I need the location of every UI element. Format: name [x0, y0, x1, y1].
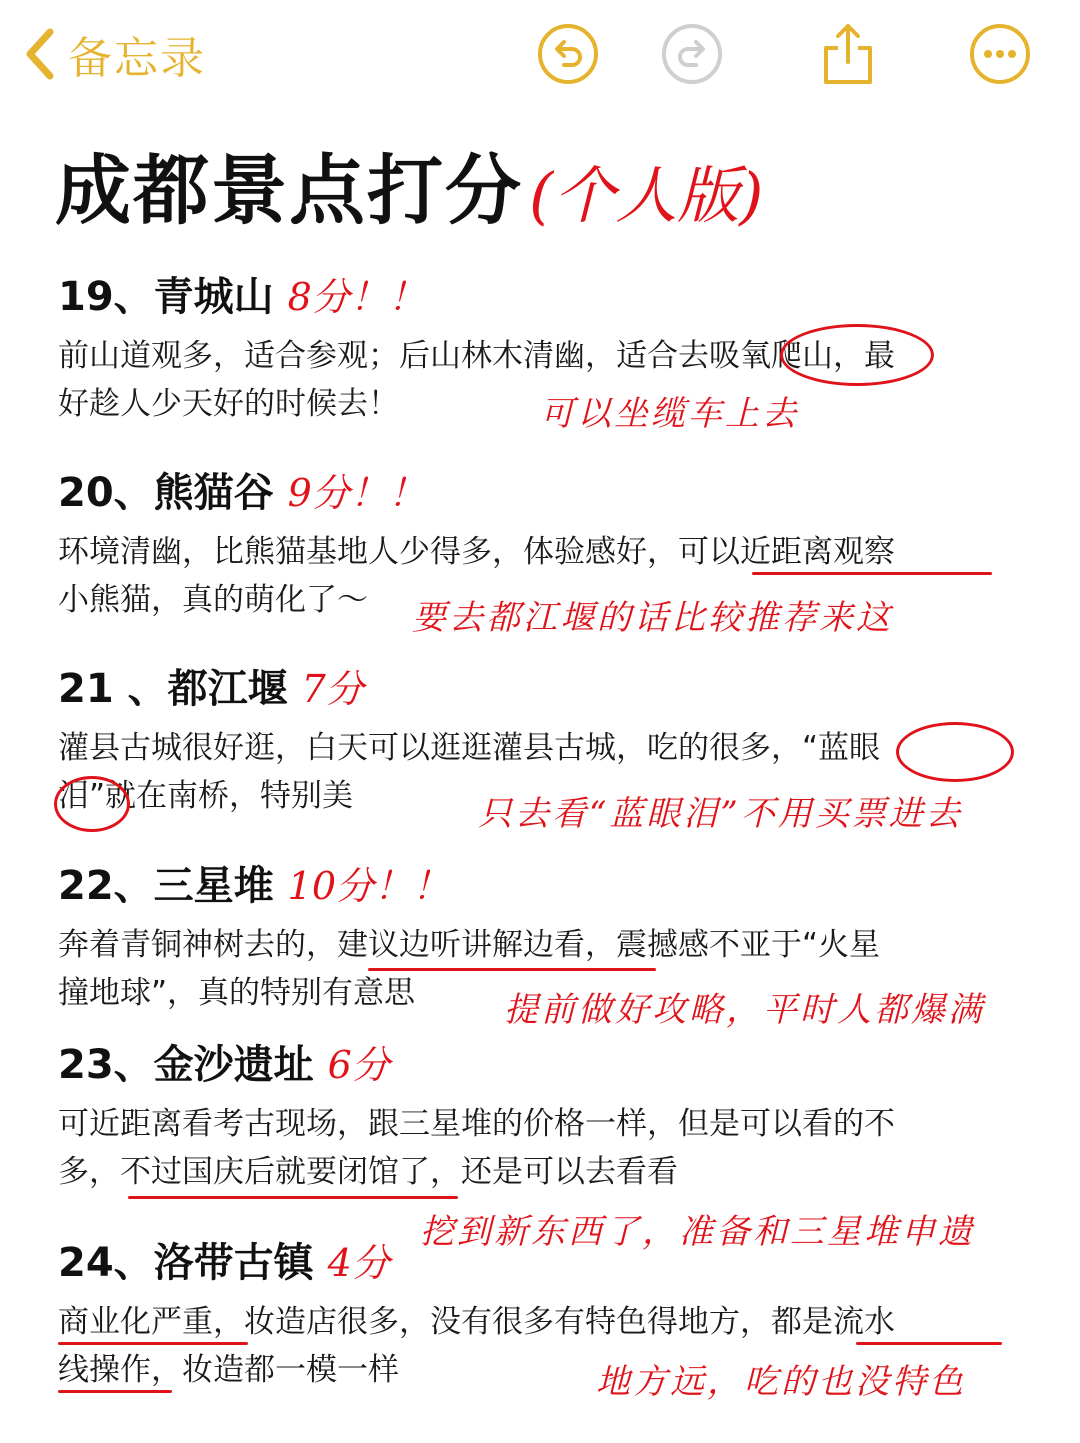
- section-heading: [58, 656, 1018, 714]
- handwritten-note: 可以坐缆车上去: [540, 394, 799, 434]
- section-line: 商业化严重，妆造店很多，没有很多有特色得地方，都是流水: [58, 1304, 895, 1340]
- handwritten-note: 挖到新东西了，准备和三星堆申遗: [420, 1212, 975, 1252]
- underline-annotation: [368, 968, 656, 971]
- note-title: [55, 130, 763, 239]
- section-title: 20、熊猫谷: [58, 469, 274, 516]
- section-heading: [58, 460, 1018, 518]
- section-line: 环境清幽，比熊猫基地人少得多，体验感好，可以近距离观察: [58, 534, 895, 570]
- section-title: 23、金沙遗址: [58, 1041, 314, 1088]
- undo-icon[interactable]: [536, 22, 600, 86]
- more-icon[interactable]: [968, 22, 1032, 86]
- circle-annotation: [54, 776, 130, 832]
- section-line: 小熊猫，真的萌化了～: [58, 582, 368, 618]
- score-handwritten: 8分！！: [287, 274, 426, 319]
- score-handwritten: 9分！！: [287, 470, 426, 515]
- section-line: 多，不过国庆后就要闭馆了，还是可以去看看: [58, 1154, 678, 1190]
- redo-icon[interactable]: [660, 22, 724, 86]
- section-title: 22、三星堆: [58, 862, 274, 909]
- section-line: 可近距离看考古现场，跟三星堆的价格一样，但是可以看的不: [58, 1106, 895, 1142]
- section-line: 灌县古城很好逛，白天可以逛逛灌县古城，吃的很多，“蓝眼: [58, 730, 881, 766]
- section-line: 前山道观多，适合参观；后山林木清幽，适合去吸氧爬山，最: [58, 338, 895, 374]
- underline-annotation: [128, 1196, 458, 1199]
- chevron-left-icon: [22, 26, 58, 82]
- section-line: 好趁人少天好的时候去！: [58, 386, 399, 422]
- section-heading: [58, 853, 1018, 911]
- circle-annotation: [780, 324, 934, 386]
- back-label: 备忘录: [68, 33, 206, 84]
- score-handwritten: 7分: [301, 666, 364, 711]
- section-title: 24、洛带古镇: [58, 1239, 314, 1286]
- handwritten-note: 只去看“蓝眼泪”不用买票进去: [478, 794, 963, 834]
- handwritten-note: 要去都江堰的话比较推荐来这: [412, 598, 893, 638]
- section-line: 泪”就在南桥，特别美: [58, 778, 354, 814]
- back-button[interactable]: [22, 22, 206, 86]
- section-23: [58, 1032, 1018, 1196]
- top-bar: [0, 0, 1080, 110]
- underline-annotation: [752, 572, 992, 575]
- section-title: 21 、都江堰: [58, 665, 288, 712]
- handwritten-note: 提前做好攻略，平时人都爆满: [504, 990, 985, 1030]
- circle-annotation: [896, 722, 1014, 782]
- score-handwritten: 10分！！: [287, 863, 451, 908]
- section-line: 奔着青铜神树去的，建议边听讲解边看，震撼感不亚于“火星: [58, 927, 881, 963]
- underline-annotation: [856, 1342, 1002, 1345]
- share-icon[interactable]: [816, 22, 880, 86]
- section-line: 撞地球”，真的特别有意思: [58, 975, 416, 1011]
- handwritten-note: 地方远，吃的也没特色: [596, 1362, 966, 1402]
- underline-annotation: [58, 1342, 248, 1345]
- title-main: 成都景点打分: [55, 146, 523, 235]
- score-handwritten: 4分: [327, 1240, 390, 1285]
- underline-annotation: [58, 1390, 172, 1393]
- title-handwritten-note: (个人版): [529, 159, 764, 232]
- section-line: 线操作，妆造都一模一样: [58, 1352, 399, 1388]
- section-heading: [58, 1230, 1018, 1288]
- section-title: 19、青城山: [58, 273, 274, 320]
- score-handwritten: 6分: [327, 1042, 390, 1087]
- section-heading: [58, 1032, 1018, 1090]
- section-heading: [58, 264, 1018, 322]
